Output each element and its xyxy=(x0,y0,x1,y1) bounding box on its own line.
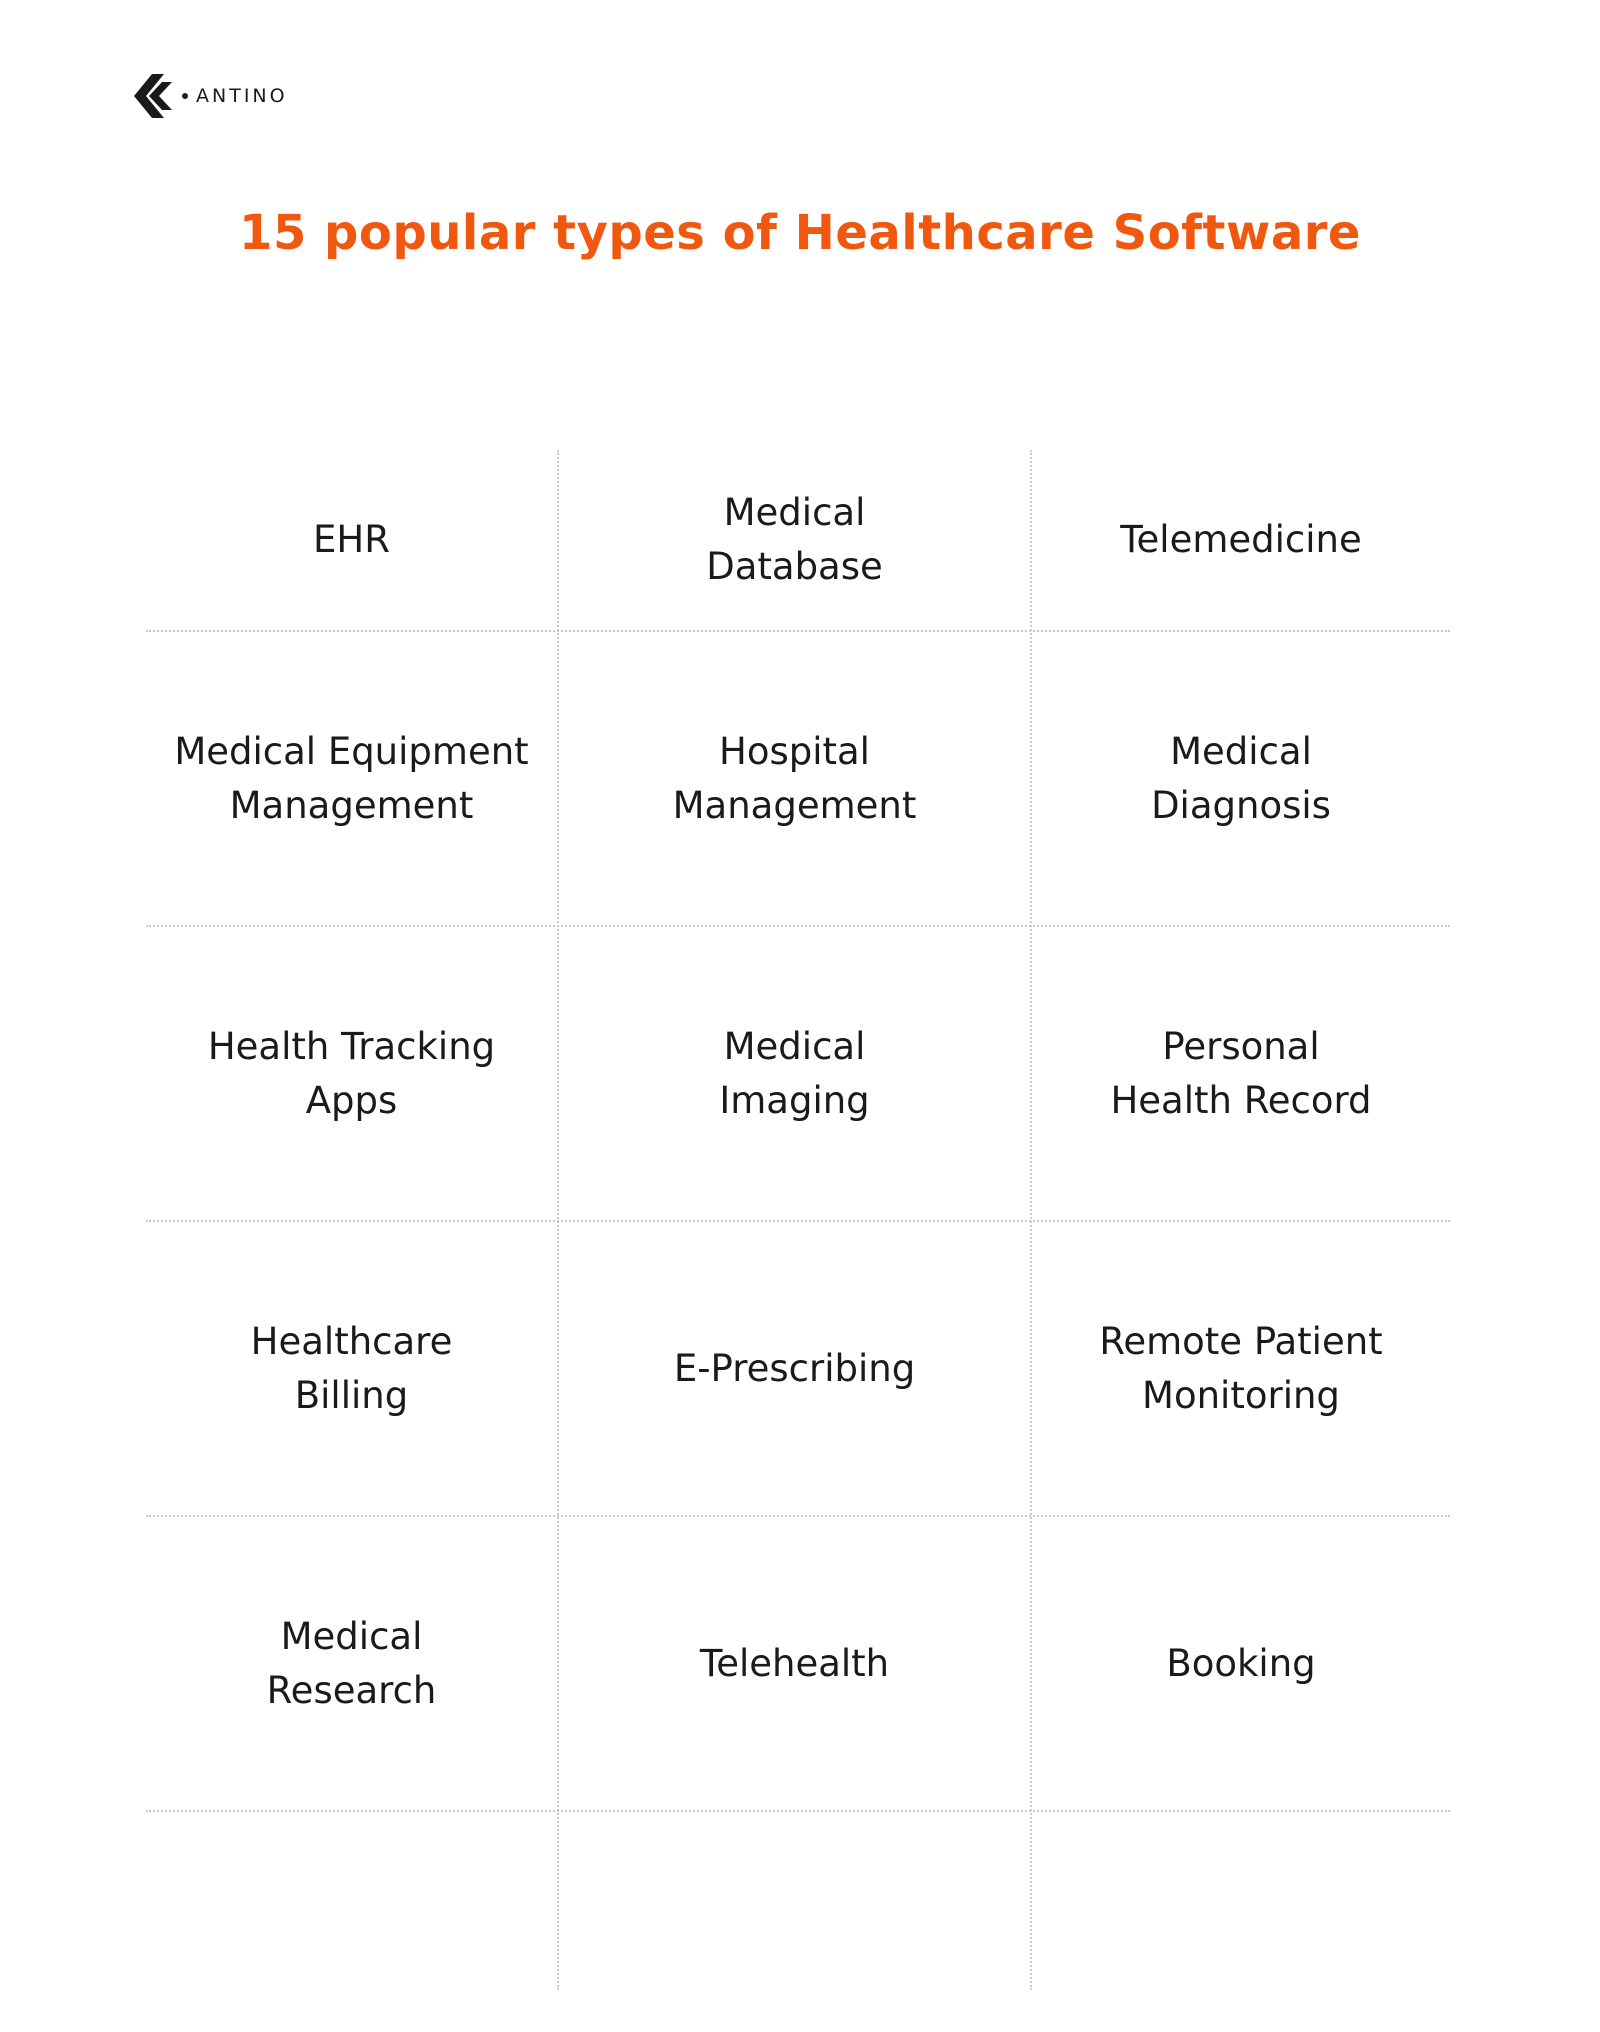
grid-cell xyxy=(559,1517,1030,1810)
software-type-label: Telemedicine xyxy=(1120,518,1362,561)
software-type-label: Medical Diagnosis xyxy=(1151,729,1331,827)
software-type-label: Medical Research xyxy=(266,1614,437,1712)
software-type-label: Healthcare Billing xyxy=(250,1319,453,1417)
grid-cell xyxy=(1032,632,1450,925)
grid-cell xyxy=(126,632,577,925)
grid-cell xyxy=(146,1517,557,1810)
page-title: 15 popular types of Healthcare Software xyxy=(239,205,1361,261)
grid-cell xyxy=(146,1222,557,1515)
grid-cell xyxy=(1032,927,1450,1220)
software-type-label: Medical Equipment Management xyxy=(174,729,529,827)
grid-cell xyxy=(559,1222,1030,1515)
software-type-label: Medical Imaging xyxy=(719,1024,870,1122)
grid-divider-horizontal xyxy=(146,1810,1450,1812)
brand-logo xyxy=(132,74,288,118)
grid-cell xyxy=(559,450,1030,630)
software-type-label: E-Prescribing xyxy=(673,1346,916,1390)
software-type-label: EHR xyxy=(313,518,390,561)
grid-cell xyxy=(559,927,1030,1220)
grid-cell xyxy=(1032,450,1450,630)
grid-cell xyxy=(559,632,1030,925)
grid-cell xyxy=(1032,1517,1450,1810)
software-type-label: Health Tracking Apps xyxy=(207,1024,496,1122)
grid-cell xyxy=(146,450,557,630)
software-type-label: Telehealth xyxy=(699,1641,890,1685)
software-types-grid xyxy=(146,450,1450,1990)
brand-name: ANTINO xyxy=(196,85,288,107)
software-type-label: Hospital Management xyxy=(672,729,917,827)
software-type-label: Personal Health Record xyxy=(1110,1024,1372,1122)
logo-dot xyxy=(182,93,188,99)
grid-cell xyxy=(146,927,557,1220)
antino-chevron-logo-icon xyxy=(132,74,172,118)
software-type-label: Remote Patient Monitoring xyxy=(1099,1319,1383,1417)
software-type-label: Booking xyxy=(1166,1641,1316,1685)
software-type-label: Medical Database xyxy=(706,491,883,588)
grid-cell xyxy=(1032,1222,1450,1515)
